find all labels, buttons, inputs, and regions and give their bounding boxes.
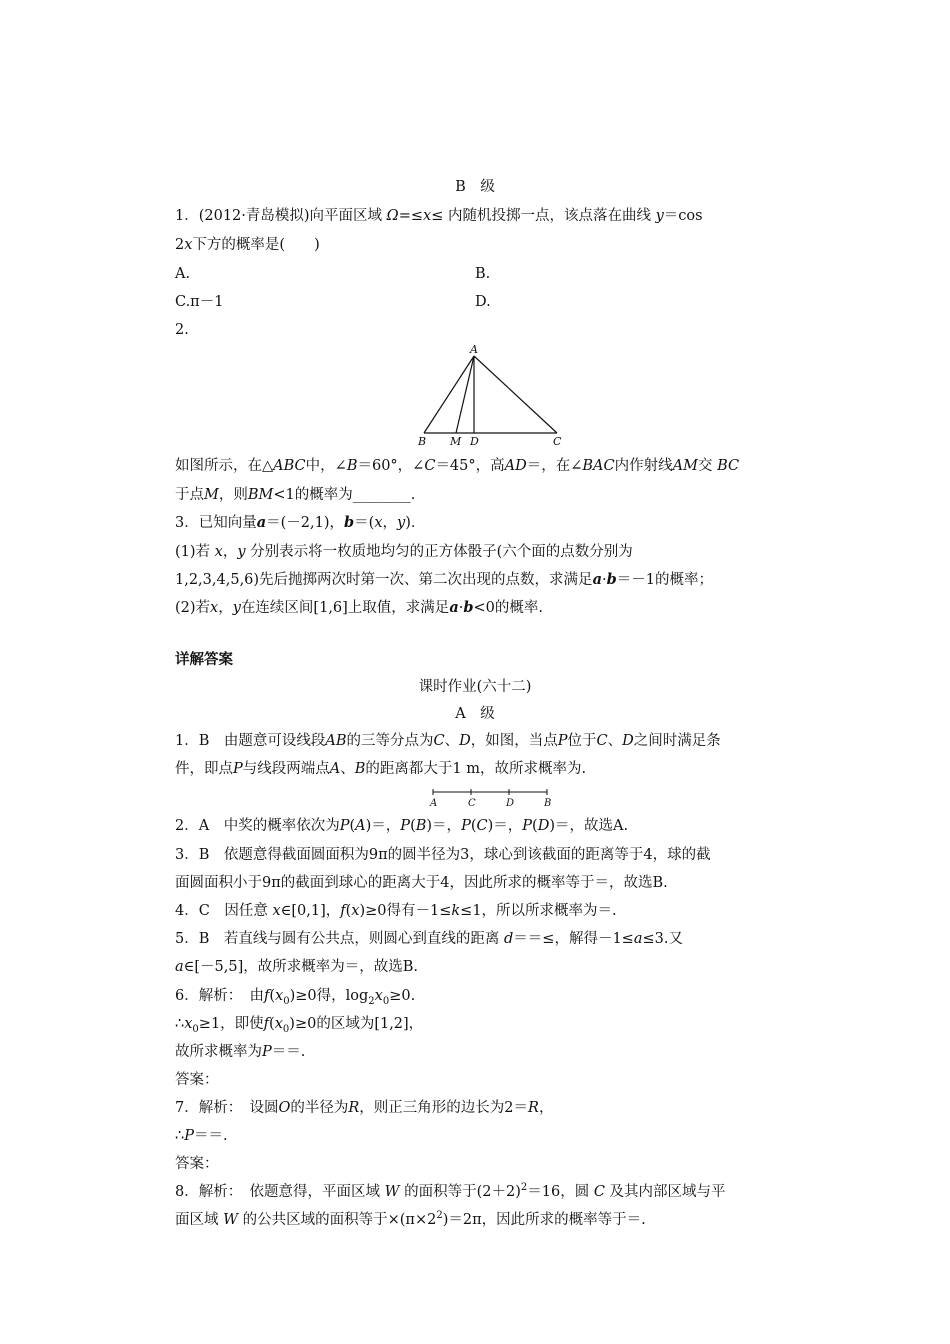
level-a-heading: A 级 xyxy=(455,706,495,722)
answer6-line1: 6．解析： 由$f(x_0)\ge 0$得，$\log_2x_0\ge 0$. xyxy=(175,988,416,1007)
label-d: D xyxy=(470,435,479,448)
ray-am xyxy=(456,356,474,433)
q1-option-d: D. xyxy=(475,294,491,310)
answer4: 4．C 因任意 x∈[0,1]，f(x)≥0得有－1≤k≤1，所以所求概率为＝. xyxy=(175,903,617,919)
q2-number: 2. xyxy=(175,322,189,338)
answer6-answer-label: 答案： xyxy=(175,1072,219,1088)
label-b: B xyxy=(418,435,427,448)
label-c: C xyxy=(553,435,562,448)
side-ac xyxy=(474,356,557,433)
q1-line1: 1．(2012·青岛模拟)向平面区域 Ω=≤x≤ 内随机投掷一点，该点落在曲线 y＝cos xyxy=(175,208,703,224)
q1-line2: 2x下方的概率是( ) xyxy=(175,237,320,253)
q1-option-a: A. xyxy=(175,266,191,282)
q1-option-b: B. xyxy=(475,266,491,282)
q1-option-c: C.π－1 xyxy=(175,294,224,310)
level-b-heading: B 级 xyxy=(455,179,495,195)
answer6-line2: $\therefore x_0\ge 1$，即使$f(x_0)\ge 0$的区域为[1,2]， xyxy=(175,1016,424,1035)
homework-title: 课时作业(六十二) xyxy=(418,679,532,695)
answer6-line3: 故所求概率为P＝＝. xyxy=(175,1044,306,1060)
seg-label-b: B xyxy=(544,798,552,809)
q2-line1: 如图所示，在△ABC中，∠B＝60°，∠C＝45°，高AD＝，在∠BAC内作射线AM交 BC xyxy=(175,458,740,474)
answer1-line1: 1．B 由题意可设线段AB的三等分点为C、D，如图，当点P位于C、D之间时满足条 xyxy=(175,733,721,749)
answer5-line1: 5．B 若直线与圆有公共点，则圆心到直线的距离 d＝＝≤，解得－1≤a≤3.又 xyxy=(175,931,683,947)
answer2: 2．A 中奖的概率依次为P(A)＝，P(B)＝，P(C)＝，P(D)＝，故选A. xyxy=(175,818,629,834)
answers-title: 详解答案 xyxy=(175,651,233,668)
answer7-line2: ∴P＝＝. xyxy=(175,1128,228,1144)
seg-label-d: D xyxy=(506,798,515,809)
q3-part2: (2)若x，y在连续区间[1,6]上取值，求满足a·b<0的概率. xyxy=(175,599,543,616)
answer1-line2: 件，即点P与线段两端点A、B的距离都大于1 m，故所求概率为. xyxy=(175,761,587,777)
side-ab xyxy=(424,356,474,433)
q3-part1-line2: 1,2,3,4,5,6)先后抛掷两次时第一次、第二次出现的点数，求满足a·b＝－1的概率； xyxy=(175,571,713,588)
seg-label-c: C xyxy=(468,798,476,809)
answer5-line2: a∈[－5,5]，故所求概率为＝，故选B. xyxy=(175,959,419,975)
q2-line2: 于点M，则BM<1的概率为________. xyxy=(175,487,416,503)
answer3-line1: 3．B 依题意得截面圆面积为9π的圆半径为3，球心到该截面的距离等于4，球的截 xyxy=(175,847,711,863)
segment-figure xyxy=(425,786,560,810)
q3-line1: 3．已知向量a＝(－2,1)，b＝(x，y)． xyxy=(175,514,426,531)
answer8-line2: 面区域 W 的公共区域的面积等于$\times(\pi\times 2^2)=2\pi$，因此所求的概率等于＝. xyxy=(175,1210,646,1228)
label-m: M xyxy=(450,435,462,448)
answer7-line1: 7．解析： 设圆O的半径为R，则正三角形的边长为2＝R， xyxy=(175,1100,554,1116)
q3-part1-line1: (1)若 x，y 分别表示将一枚质地均匀的正方体骰子(六个面的点数分别为 xyxy=(175,544,633,560)
answer3-line2: 面圆面积小于9π的截面到球心的距离大于4，因此所求的概率等于＝，故选B. xyxy=(175,875,668,891)
seg-label-a: A xyxy=(430,798,438,809)
answer8-line1: 8．解析： 依题意得，平面区域 W 的面积等于$(2+2)^2=16$，圆 C 及其内部区域与平 xyxy=(175,1182,726,1200)
triangle-figure xyxy=(410,340,580,448)
answer7-answer-label: 答案： xyxy=(175,1156,219,1172)
label-a: A xyxy=(470,343,478,356)
